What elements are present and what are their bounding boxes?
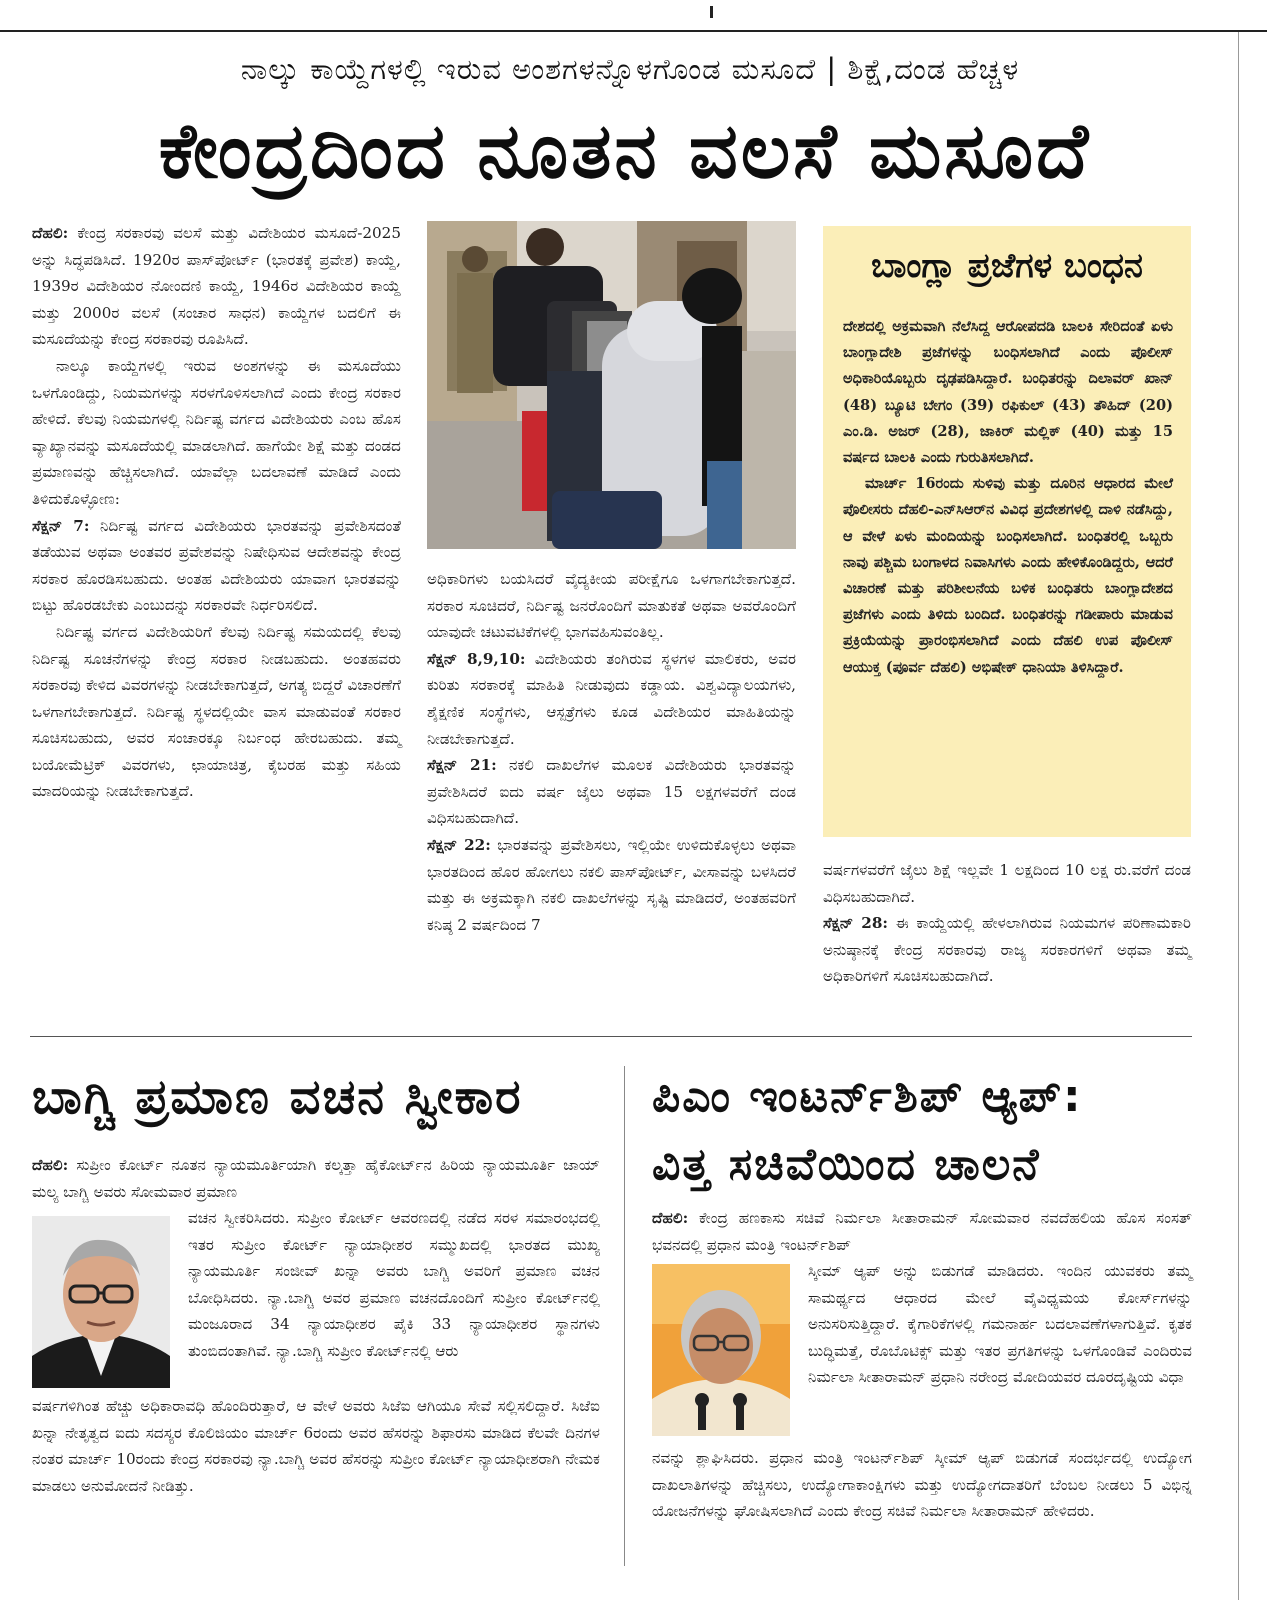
main-column-2 [427,566,796,938]
section-21: ಸೆಕ್ಷನ್ 21: ನಕಲಿ ದಾಖಲೆಗಳ ಮೂಲಕ ವಿದೇಶಿಯರು ಭಾರತವನ್ನು ಪ್ರವೇಶಿಸಿದರೆ ಐದು ವರ್ಷ ಜೈಲು ಅಥವಾ 15 ಲಕ್ಷಗಳವರೆಗೆ ದಂಡ ವಿಧಿಸಬಹುದಾಗಿದೆ. [427,756,796,828]
section-8-9-10: ಸೆಕ್ಷನ್ 8,9,10: ವಿದೇಶಿಯರು ತಂಗಿರುವ ಸ್ಥಳಗಳ ಮಾಲಿಕರು, ಅವರ ಕುರಿತು ಸರಕಾರಕ್ಕೆ ಮಾಹಿತಿ ನೀಡುವುದು ಕಡ್ಡಾಯ. ವಿಶ್ವವಿದ್ಯಾಲಯಗಳು, ಶೈಕ್ಷಣಿಕ ಸಂಸ್ಥೆಗಳು, ಆಸ್ಪತ್ರೆಗಳು ಕೂಡ ವಿದೇಶಿಯರ ಮಾಹಿತಿಯನ್ನು ನೀಡಬೇಕಾಗುತ್ತದೆ. [427,649,796,748]
main-paragraph-1: ದೆಹಲಿ: ಕೇಂದ್ರ ಸರಕಾರವು ವಲಸೆ ಮತ್ತು ವಿದೇಶಿಯರ ಮಸೂದೆ-2025 ಅನ್ನು ಸಿದ್ಧಪಡಿಸಿದೆ. 1920ರ ಪಾಸ್‌ಪೋರ್ಟ್ (ಭಾರತಕ್ಕೆ ಪ್ರವೇಶ) ಕಾಯ್ದೆ, 1939ರ ವಿದೇಶಿಯರ ನೋಂದಣಿ ಕಾಯ್ದೆ, 1946ರ ವಿದೇಶಿಯರ ಕಾಯ್ದೆ ಮತ್ತು 2000ರ ವಲಸೆ (ಸಂಚಾರ ಸಾಧನ) ಕಾಯ್ದೆಗಳ ಬದಲಿಗೆ ಈ ಮಸೂದೆಯನ್ನು ಕೇಂದ್ರ ಸರಕಾರವು ರೂಪಿಸಿದೆ. [32,224,401,349]
sidebar-body [843,314,1173,681]
main-paragraph-4: ಅಧಿಕಾರಿಗಳು ಬಯಸಿದರೆ ವೈದ್ಯಕೀಯ ಪರೀಕ್ಷೆಗೂ ಒಳಗಾಗಬೇಕಾಗುತ್ತದೆ. ಸರಕಾರ ಸೂಚಿದರೆ, ನಿರ್ದಿಷ್ಟ ಜನರೊಂದಿಗೆ ಮಾತುಕತೆ ಅಥವಾ ಅವರೊಂದಿಗೆ ಯಾವುದೇ ಚಟುವಟಿಕೆಗಳಲ್ಲಿ ಭಾಗವಹಿಸುವಂತಿಲ್ಲ. [427,570,796,642]
section-8-label: ಸೆಕ್ಷನ್ 8,9,10: [427,649,526,668]
story3-lead: ದೆಹಲಿ: ಕೇಂದ್ರ ಹಣಕಾಸು ಸಚಿವೆ ನಿರ್ಮಲಾ ಸೀತಾರಾಮನ್ ಸೋಮವಾರ ನವದೆಹಲಿಯ ಹೊಸ ಸಂಸತ್ ಭವನದಲ್ಲಿ ಪ್ರಧಾನ ಮಂತ್ರಿ ಇಂಟರ್ನ್‌ಶಿಪ್ [652,1209,1192,1254]
section-28-label: ಸೆಕ್ಷನ್ 28: [823,914,889,933]
sidebar-title: ಬಾಂಗ್ಲಾ ಪ್ರಜೆಗಳ ಬಂಧನ [871,246,1143,286]
story3-headline-line-2: ವಿತ್ತ ಸಚಿವೆಯಿಂದ ಚಾಲನೆ [652,1139,1041,1190]
nirmala-sitharaman-photo [652,1264,790,1436]
story2-rest: ವರ್ಷಗಳಿಗಿಂತ ಹೆಚ್ಚು ಅಧಿಕಾರಾವಧಿ ಹೊಂದಿರುತ್ತಾರೆ, ಆ ವೇಳೆ ಅವರು ಸಿಜೆಐ ಆಗಿಯೂ ಸೇವೆ ಸಲ್ಲಿಸಲಿದ್ದಾರೆ. ಸಿಜೆಐ ಖನ್ನಾ ನೇತೃತ್ವದ ಐದು ಸದಸ್ಯರ ಕೊಲಿಜಿಯಂ ಮಾರ್ಚ್ 6ರಂದು ಅವರ ಹೆಸರನ್ನು ಶಿಫಾರಸು ಮಾಡಿದ ಕೆಲವೇ ದಿನಗಳ ನಂತರ ಮಾರ್ಚ್ 10ರಂದು ಕೇಂದ್ರ ಸರಕಾರವು ನ್ಯಾ.ಬಾಗ್ಚಿ ಅವರ ಹೆಸರನ್ನು ಸುಪ್ರೀಂ ಕೋರ್ಟ್ ನ್ಯಾಯಾಧೀಶರಾಗಿ ನೇಮಕ ಮಾಡಲು ಅನುಮೋದನೆ ನೀಡಿತ್ತು. [32,1397,600,1495]
section-22: ಸೆಕ್ಷನ್ 22: ಭಾರತವನ್ನು ಪ್ರವೇಶಿಸಲು, ಇಲ್ಲಿಯೇ ಉಳಿದುಕೊಳ್ಳಲು ಅಥವಾ ಭಾರತದಿಂದ ಹೊರ ಹೋಗಲು ನಕಲಿ ಪಾಸ್‌ಪೋರ್ಟ್, ವೀಸಾವನ್ನು ಬಳಸಿದರೆ ಮತ್ತು ಈ ಅಕ್ರಮಕ್ಕಾಗಿ ನಕಲಿ ದಾಖಲೆಗಳನ್ನು ಸೃಷ್ಟಿ ಮಾಡಿದರೆ, ಅಂತಹವರಿಗೆ ಕನಿಷ್ಠ 2 ವರ್ಷದಿಂದ 7 [427,835,797,934]
story3-wrap: ಸ್ಕೀಮ್ ಆ್ಯಪ್ ಅನ್ನು ಬಿಡುಗಡೆ ಮಾಡಿದರು. ಇಂದಿನ ಯುವಕರು ತಮ್ಮ ಸಾಮರ್ಥ್ಯದ ಆಧಾರದ ಮೇಲೆ ವೈವಿಧ್ಯಮಯ ಕೋರ್ಸ್‌ಗಳನ್ನು ಅನುಸರಿಸುತ್ತಿದ್ದಾರೆ. ಕೈಗಾರಿಕೆಗಳಲ್ಲಿ ಗಮನಾರ್ಹ ಬದಲಾವಣೆಗಳಾಗುತ್ತಿವೆ. ಕೃತಕ ಬುದ್ಧಿಮತ್ತೆ, ರೊಬೊಟಿಕ್ಸ್ ಮತ್ತು ಇತರ ಪ್ರಗತಿಗಳನ್ನು ಒಳಗೊಂಡಿವೆ ಎಂದಿರುವ ನಿರ್ಮಲಾ ಸೀತಾರಾಮನ್ ಪ್ರಧಾನಿ ನರೇಂದ್ರ ಮೋದಿಯವರ ದೂರದೃಷ್ಟಿಯ ವಿಧಾ [808,1262,1192,1387]
story2-wrap: ವಚನ ಸ್ವೀಕರಿಸಿದರು. ಸುಪ್ರೀಂ ಕೋರ್ಟ್ ಆವರಣದಲ್ಲಿ ನಡೆದ ಸರಳ ಸಮಾರಂಭದಲ್ಲಿ ಇತರ ಸುಪ್ರೀಂ ಕೋರ್ಟ್ ನ್ಯಾಯಾಧೀಶರ ಸಮ್ಮುಖದಲ್ಲಿ ಭಾರತದ ಮುಖ್ಯ ನ್ಯಾಯಮೂರ್ತಿ ಸಂಜೀವ್ ಖನ್ನಾ ಅವರು ಬಾಗ್ಚಿ ಅವರಿಗೆ ಪ್ರಮಾಣ ವಚನ ಬೋಧಿಸಿದರು. ನ್ಯಾ.ಬಾಗ್ಚಿ ಅವರ ಪ್ರಮಾಣ ವಚನದೊಂದಿಗೆ ಸುಪ್ರೀಂ ಕೋರ್ಟ್‌ನಲ್ಲಿ ಮಂಜೂರಾದ 34 ನ್ಯಾಯಾಧೀಶರ ಪೈಕಿ 33 ನ್ಯಾಯಾಧೀಶರ ಸ್ಥಾನಗಳು ತುಂಬಿದಂತಾಗಿವೆ. ನ್ಯಾ.ಬಾಗ್ಚಿ ಸುಪ್ರೀಂ ಕೋರ್ಟ್‌ನಲ್ಲಿ ಆರು [188,1209,600,1360]
story3-rest: ನವನ್ನು ಶ್ಲಾಘಿಸಿದರು. ಪ್ರಧಾನ ಮಂತ್ರಿ ಇಂಟರ್ನ್‌ಶಿಪ್ ಸ್ಕೀಮ್ ಆ್ಯಪ್ ಬಿಡುಗಡೆ ಸಂದರ್ಭದಲ್ಲಿ ಉದ್ಯೋಗ ದಾಖಲಾತಿಗಳನ್ನು ಹೆಚ್ಚಿಸಲು, ಉದ್ಯೋಗಾಕಾಂಕ್ಷಿಗಳು ಮತ್ತು ಉದ್ಯೋಗದಾತರಿಗೆ ಬೆಂಬಲ ನೀಡಲು 5 ವಿಭಿನ್ನ ಯೋಜನೆಗಳನ್ನು ಘೋಷಿಸಲಾಗಿದೆ ಎಂದು ಕೇಂದ್ರ ಸಚಿವೆ ನಿರ್ಮಲಾ ಸೀತಾರಾಮನ್ ಹೇಳಿದರು. [652,1449,1192,1521]
main-headline: ಕೇಂದ್ರದಿಂದ ನೂತನ ವಲಸೆ ಮಸೂದೆ [158,106,1092,195]
sidebar-paragraph-2: ಮಾರ್ಚ್ 16ರಂದು ಸುಳಿವು ಮತ್ತು ದೂರಿನ ಆಧಾರದ ಮೇಲೆ ಪೊಲೀಸರು ದೆಹಲಿ-ಎನ್‌ಸಿಆರ್‌ನ ವಿವಿಧ ಪ್ರದೇಶಗಳಲ್ಲಿ ದಾಳಿ ನಡೆಸಿದ್ದು, ಆ ವೇಳೆ ಏಳು ಮಂದಿಯನ್ನು ಬಂಧಿಸಲಾಗಿದೆ. ಬಂಧಿತರಲ್ಲಿ ಒಬ್ಬರು ನಾವು ಪಶ್ಚಿಮ ಬಂಗಾಳದ ನಿವಾಸಿಗಳು ಎಂದು ಹೇಳಿಕೊಂಡಿದ್ದರು, ಆದರೆ ವಿಚಾರಣೆ ಮತ್ತು ಪರಿಶೀಲನೆಯ ಬಳಿಕ ಬಂಧಿತರು ಬಾಂಗ್ಲಾದೇಶದ ಪ್ರಜೆಗಳು ಎಂದು ತಿಳಿದು ಬಂದಿದೆ. ಬಂಧಿತರನ್ನು ಗಡೀಪಾರು ಮಾಡುವ ಪ್ರಕ್ರಿಯೆಯನ್ನು ಪ್ರಾರಂಭಿಸಲಾಗಿದೆ ಎಂದು ದೆಹಲಿ ಉಪ ಪೊಲೀಸ್ ಆಯುಕ್ತ (ಪೂರ್ವ ದೆಹಲಿ) ಅಭಿಷೇಕ್ ಧಾನಿಯಾ ತಿಳಿಸಿದ್ದಾರೆ. [843,475,1173,676]
story3-dateline: ದೆಹಲಿ: [652,1209,689,1227]
section-7: ಸೆಕ್ಷನ್ 7: ನಿರ್ದಿಷ್ಟ ವರ್ಗದ ವಿದೇಶಿಯರು ಭಾರತವನ್ನು ಪ್ರವೇಶಿಸದಂತೆ ತಡೆಯುವ ಅಥವಾ ಅಂತವರ ಪ್ರವೇಶವನ್ನು ನಿಷೇಧಿಸುವ ಆದೇಶವನ್ನು ಕೇಂದ್ರ ಸರಕಾರ ಹೊರಡಿಸಬಹುದು. ಅಂತಹ ವಿದೇಶಿಯರು ಯಾವಾಗ ಭಾರತವನ್ನು ಬಿಟ್ಟು ಹೊರಡಬೇಕು ಎಂಬುದನ್ನು ಸರಕಾರವೇ ನಿರ್ಧರಿಸಲಿದೆ. [32,516,402,615]
right-column-rule [1238,32,1239,1600]
justice-bagchi-photo [32,1216,170,1388]
section-28: ಸೆಕ್ಷನ್ 28: ಈ ಕಾಯ್ದೆಯಲ್ಲಿ ಹೇಳಲಾಗಿರುವ ನಿಯಮಗಳ ಪರಿಣಾಮಕಾರಿ ಅನುಷ್ಠಾನಕ್ಕೆ ಕೇಂದ್ರ ಸರಕಾರವು ರಾಜ್ಯ ಸರಕಾರಗಳಿಗೆ ಅಥವಾ ತಮ್ಮ ಅಧಿಕಾರಿಗಳಿಗೆ ಸೂಚಿಸಬಹುದಾಗಿದೆ. [823,914,1191,986]
story2-dateline: ದೆಹಲಿ: [32,1156,69,1174]
story2-headline: ಬಾಗ್ಚಿ ಪ್ರಮಾಣ ವಚನ ಸ್ವೀಕಾರ [32,1069,523,1125]
airport-photo [427,221,796,549]
main-paragraph-5: ವರ್ಷಗಳವರೆಗೆ ಜೈಲು ಶಿಕ್ಷೆ ಇಲ್ಲವೇ 1 ಲಕ್ಷದಿಂದ 10 ಲಕ್ಷ ರು.ವರೆಗೆ ದಂಡ ವಿಧಿಸಬಹುದಾಗಿದೆ. [823,861,1191,906]
main-paragraph-3: ನಿರ್ದಿಷ್ಟ ವರ್ಗದ ವಿದೇಶಿಯರಿಗೆ ಕೆಲವು ನಿರ್ದಿಷ್ಟ ಸಮಯದಲ್ಲಿ ಕೆಲವು ನಿರ್ದಿಷ್ಟ ಸೂಚನೆಗಳನ್ನು ಕೇಂದ್ರ ಸರಕಾರ ನೀಡಬಹುದು. ಅಂತಹವರು ಸರಕಾರವು ಕೇಳಿದ ವಿವರಗಳನ್ನು ನೀಡಬೇಕಾಗುತ್ತದೆ, ಅಗತ್ಯ ಬಿದ್ದರೆ ವಿಚಾರಣೆಗೆ ಒಳಗಾಗಬೇಕಾಗುತ್ತದೆ. ನಿರ್ದಿಷ್ಟ ಸ್ಥಳದಲ್ಲಿಯೇ ವಾಸ ಮಾಡುವಂತೆ ಸರಕಾರ ಸೂಚಿಸಬಹುದು, ಅವರ ಸಂಚಾರಕ್ಕೂ ನಿರ್ಬಂಧ ಹೇರಬಹುದು. ತಮ್ಮ ಬಯೋಮೆಟ್ರಿಕ್ ವಿವರಗಳು, ಛಾಯಾಚಿತ್ರ, ಕೈಬರಹ ಮತ್ತು ಸಹಿಯ ಮಾದರಿಯನ್ನು ನೀಡಬೇಕಾಗುತ್ತದೆ. [32,622,401,801]
top-tick-mark [710,6,713,18]
main-column-1 [32,220,401,805]
section-divider [30,1036,1192,1037]
top-rule [0,30,1267,32]
main-paragraph-2: ನಾಲ್ಕೂ ಕಾಯ್ದೆಗಳಲ್ಲಿ ಇರುವ ಅಂಶಗಳನ್ನು ಈ ಮಸೂದೆಯು ಒಳಗೊಂಡಿದ್ದು, ನಿಯಮಗಳನ್ನು ಸರಳಗೊಳಿಸಲಾಗಿದೆ ಎಂದು ಕೇಂದ್ರ ಸರಕಾರ ಹೇಳಿದೆ. ಕೆಲವು ನಿಯಮಗಳಲ್ಲಿ ನಿರ್ದಿಷ್ಟ ವರ್ಗದ ವಿದೇಶಿಯರು ಎಂಬ ಹೊಸ ವ್ಯಾಖ್ಯಾನವನ್ನು ಮಸೂದೆಯಲ್ಲಿ ಮಾಡಲಾಗಿದೆ. ಹಾಗೆಯೇ ಶಿಕ್ಷೆ ಮತ್ತು ದಂಡದ ಪ್ರಮಾಣವನ್ನು ಹೆಚ್ಚಿಸಲಾಗಿದೆ. ಯಾವೆಲ್ಲಾ ಬದಲಾವಣೆ ಮಾಡಿದೆ ಎಂದು ತಿಳಿದುಕೊಳ್ಳೋಣ: [32,356,401,508]
nirmala-sitharaman-portrait [652,1264,790,1436]
main-kicker: ನಾಲ್ಕು ಕಾಯ್ದೆಗಳಲ್ಲಿ ಇರುವ ಅಂಶಗಳನ್ನೊಳಗೊಂಡ ಮಸೂದೆ | ಶಿಕ್ಷೆ,ದಂಡ ಹೆಚ್ಚಳ [240,52,1020,86]
justice-bagchi-portrait [32,1216,170,1388]
sidebar-paragraph-1: ದೇಶದಲ್ಲಿ ಅಕ್ರಮವಾಗಿ ನೆಲೆಸಿದ್ದ ಆರೋಪದಡಿ ಬಾಲಕಿ ಸೇರಿದಂತೆ ಏಳು ಬಾಂಗ್ಲಾದೇಶಿ ಪ್ರಜೆಗಳನ್ನು ಬಂಧಿಸಲಾಗಿದೆ ಎಂದು ಪೊಲೀಸ್ ಅಧಿಕಾರಿಯೊಬ್ಬರು ದೃಢಪಡಿಸಿದ್ದಾರೆ. ಬಂಧಿತರನ್ನು ದಿಲಾವರ್ ಖಾನ್ (48) ಬ್ಯೂಟಿ ಬೇಗಂ (39) ರಫಿಕುಲ್ (43) ತೌಹಿದ್ (20) ಎಂ.ಡಿ. ಅಜರ್ (28), ಜಾಕಿರ್ ಮಲ್ಲಿಕ್ (40) ಮತ್ತು 15 ವರ್ಷದ ಬಾಲಕಿ ಎಂದು ಗುರುತಿಸಲಾಗಿದೆ. [843,318,1173,467]
section-22-label: ಸೆಕ್ಷನ್ 22: [427,835,491,854]
section-21-label: ಸೆಕ್ಷನ್ 21: [427,756,497,775]
airport-photo-illustration [427,221,796,549]
story2-lead: ದೆಹಲಿ: ಸುಪ್ರೀಂ ಕೋರ್ಟ್ ನೂತನ ನ್ಯಾಯಮೂರ್ತಿಯಾಗಿ ಕಲ್ಕತ್ತಾ ಹೈಕೋರ್ಟ್‌ನ ಹಿರಿಯ ನ್ಯಾಯಮೂರ್ತಿ ಜಾಯ್ ಮಲ್ಯ ಬಾಗ್ಚಿ ಅವರು ಸೋಮವಾರ ಪ್ರಮಾಣ [32,1156,601,1201]
main-column-3 [823,857,1191,990]
section-7-label: ಸೆಕ್ಷನ್ 7: [32,516,90,535]
dateline: ದೆಹಲಿ: [32,224,69,242]
story3-headline-line-1: ಪಿಎಂ ಇಂಟರ್ನ್‌ಶಿಪ್ ಆ್ಯಪ್: [652,1071,1083,1122]
sidebar-box [823,226,1191,837]
column-divider [624,1066,625,1566]
